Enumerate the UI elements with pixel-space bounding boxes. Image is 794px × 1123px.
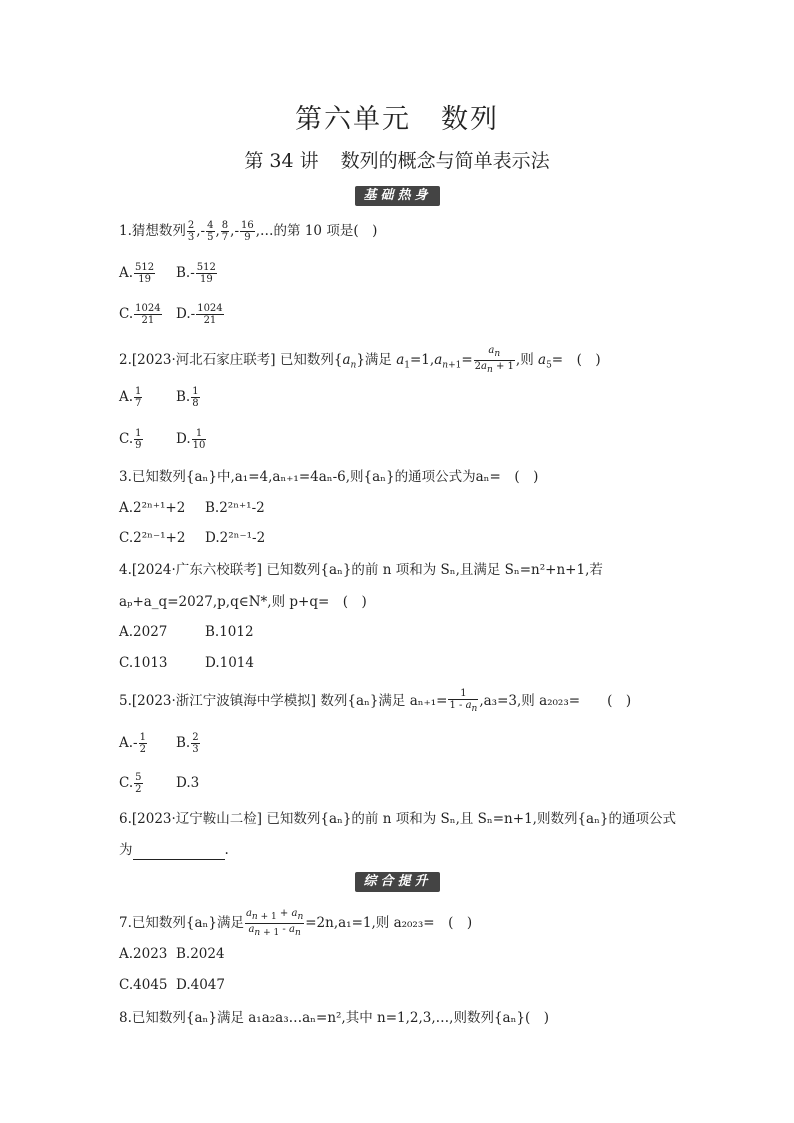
- q1-option-a-label: A.: [119, 265, 134, 281]
- q1-prefix: 1.猜想数列: [119, 223, 186, 239]
- q1-option-c[interactable]: [119, 303, 163, 326]
- q7-fraction: $\frac{a_{n + 1} + a_n}{a_{n + 1} - a_n}$: [245, 908, 304, 938]
- q1-option-d[interactable]: [176, 303, 225, 326]
- q5-option-c-fraction: $\frac{5}{2}$: [135, 772, 142, 795]
- q5-option-a-label: A.-: [119, 735, 138, 751]
- q1-option-b[interactable]: [176, 262, 218, 285]
- question-7: [119, 908, 472, 939]
- q2-option-a-label: A.: [119, 389, 134, 405]
- topic-title: 数列: [441, 104, 499, 135]
- q2-prefix: 2.[2023·河北石家庄联考] 已知数列{: [119, 352, 343, 368]
- q1-option-c-fraction: [134, 303, 161, 326]
- q5-recurrence-fraction: $\frac{1}{1 - a_n}$: [449, 688, 478, 714]
- q1-option-b-numerator: 512: [196, 262, 216, 273]
- q2-option-d-label: D.: [176, 431, 191, 447]
- q3-option-a[interactable]: A.2²ⁿ⁺¹+2: [119, 500, 186, 516]
- q6-line2-text: 为: [119, 842, 133, 858]
- lecture-title: [0, 146, 794, 173]
- q7-option-d[interactable]: D.4047: [176, 977, 225, 993]
- q6-end: .: [224, 842, 229, 858]
- question-3: 3.已知数列{aₙ}中,a₁=4,aₙ₊₁=4aₙ-6,则{aₙ}的通项公式为aₙ= ( ): [119, 469, 539, 485]
- q5-option-a-fraction: $\frac{1}{2}$: [139, 732, 146, 755]
- section-badge-basic: 基础热身: [355, 186, 440, 206]
- q2-suffix: ,则: [515, 352, 538, 368]
- q1-option-a-fraction: [134, 262, 155, 285]
- q5-suffix: ,a₃=3,则 a₂₀₂₃= ( ): [479, 693, 632, 709]
- q7-option-c[interactable]: C.4045: [119, 977, 168, 993]
- q5-option-b[interactable]: [176, 732, 201, 755]
- q1-option-b-label: B.-: [176, 265, 195, 281]
- q7-prefix: 7.已知数列{aₙ}满足: [119, 915, 244, 931]
- q5-option-c[interactable]: [119, 772, 144, 795]
- q2-mid: }满足: [356, 352, 397, 368]
- q5-option-a[interactable]: [119, 732, 148, 755]
- q4-option-a[interactable]: A.2027: [119, 624, 168, 640]
- q5-option-c-label: C.: [119, 775, 134, 791]
- q1-option-d-numerator: 1024: [197, 303, 223, 314]
- q7-option-b[interactable]: B.2024: [176, 946, 225, 962]
- q4-option-c[interactable]: C.1013: [119, 655, 168, 671]
- q1-seq-term2: $\frac{4}{5}$: [207, 220, 214, 243]
- q3-option-b[interactable]: B.2²ⁿ⁺¹-2: [205, 500, 265, 516]
- question-4-line2: aₚ+a_q=2027,p,q∈N*,则 p+q= ( ): [119, 594, 367, 610]
- q1-option-c-denominator: 21: [141, 315, 155, 326]
- q2-option-d-fraction: $\frac{1}{10}$: [192, 428, 206, 451]
- q4-option-b[interactable]: B.1012: [205, 624, 254, 640]
- q2-option-d-denominator: 10: [192, 440, 206, 451]
- answer-blank[interactable]: [133, 845, 225, 860]
- q5-option-b-fraction: $\frac{2}{3}$: [192, 732, 199, 755]
- question-1: 1.猜想数列 $\frac{2}{3}$ ,- $\frac{4}{5}$ , $\frac{8}{7}$ ,- $\frac{16}{9}$ ,…的第 10 项是( ): [119, 220, 378, 243]
- q2-option-d[interactable]: [176, 428, 207, 451]
- q2-option-b-denominator: 8: [192, 398, 199, 409]
- q2-option-b-label: B.: [176, 389, 191, 405]
- unit-title: 第六单元: [295, 104, 411, 135]
- q1-option-c-numerator: 1024: [135, 303, 161, 314]
- q2-option-c-fraction: $\frac{1}{9}$: [135, 428, 142, 451]
- q3-option-c[interactable]: C.2²ⁿ⁻¹+2: [119, 530, 186, 546]
- question-8: 8.已知数列{aₙ}满足 a₁a₂a₃…aₙ=n²,其中 n=1,2,3,…,则数列{aₙ}( ): [119, 1010, 550, 1026]
- q2-option-b-fraction: $\frac{1}{8}$: [192, 386, 199, 409]
- section-badge-advanced: 综合提升: [355, 872, 440, 892]
- lecture-topic: 数列的概念与简单表示法: [340, 150, 550, 172]
- q1-suffix: ,…的第 10 项是( ): [255, 223, 378, 239]
- q2-recurrence-fraction: $\frac{a_n}{2a_n + 1}$: [474, 345, 514, 375]
- q1-option-d-denominator: 21: [203, 315, 217, 326]
- q1-option-d-fraction: [196, 303, 223, 326]
- q1-seq-term4: $\frac{16}{9}$: [241, 220, 254, 243]
- q5-option-b-label: B.: [176, 735, 191, 751]
- q1-option-b-denominator: 19: [199, 274, 213, 285]
- q2-option-a-fraction: $\frac{1}{7}$: [135, 386, 142, 409]
- q2-option-c-denominator: 9: [135, 440, 142, 451]
- q1-option-d-label: D.-: [176, 306, 196, 322]
- q7-suffix: =2n,a₁=1,则 a₂₀₂₃= ( ): [305, 915, 473, 931]
- question-2: 2.[2023·河北石家庄联考] 已知数列$\{a_n\}$满足 $a_1=1,a_{n+1}=$ $\frac{a_n}{2a_n + 1}$ ,则 $a_5=$ ( ): [119, 345, 601, 375]
- q1-option-a[interactable]: [119, 262, 156, 285]
- q1-seq-term3: $\frac{8}{7}$: [221, 220, 229, 243]
- q2-option-a[interactable]: [119, 386, 143, 409]
- q1-option-c-label: C.: [119, 306, 134, 322]
- question-6-line1: 6.[2023·辽宁鞍山二检] 已知数列{aₙ}的前 n 项和为 Sₙ,且 Sₙ=n+1,则数列{aₙ}的通项公式: [119, 811, 677, 827]
- q2-option-b[interactable]: [176, 386, 201, 409]
- q4-option-d[interactable]: D.1014: [205, 655, 254, 671]
- q2-option-a-denominator: 7: [135, 398, 142, 409]
- q5-prefix: 5.[2023·浙江宁波镇海中学模拟] 数列{aₙ}满足 aₙ₊₁=: [119, 693, 448, 709]
- q1-option-b-fraction: [196, 262, 217, 285]
- question-5: [119, 688, 631, 715]
- q3-option-d[interactable]: D.2²ⁿ⁻¹-2: [205, 530, 266, 546]
- q2-option-c[interactable]: [119, 428, 144, 451]
- q2-option-c-label: C.: [119, 431, 134, 447]
- q1-option-a-denominator: 19: [138, 274, 151, 285]
- page-title: [0, 97, 794, 136]
- question-6-line2: [119, 840, 229, 860]
- lecture-number: 第 34 讲: [244, 150, 319, 172]
- q1-seq-term1: $\frac{2}{3}$: [187, 220, 195, 243]
- q5-option-d[interactable]: D.3: [176, 775, 200, 791]
- question-4-line1: 4.[2024·广东六校联考] 已知数列{aₙ}的前 n 项和为 Sₙ,且满足 Sₙ=n²+n+1,若: [119, 562, 603, 578]
- q7-option-a[interactable]: A.2023: [119, 946, 168, 962]
- q1-option-a-numerator: 512: [135, 262, 155, 273]
- q2-end: = ( ): [551, 352, 601, 368]
